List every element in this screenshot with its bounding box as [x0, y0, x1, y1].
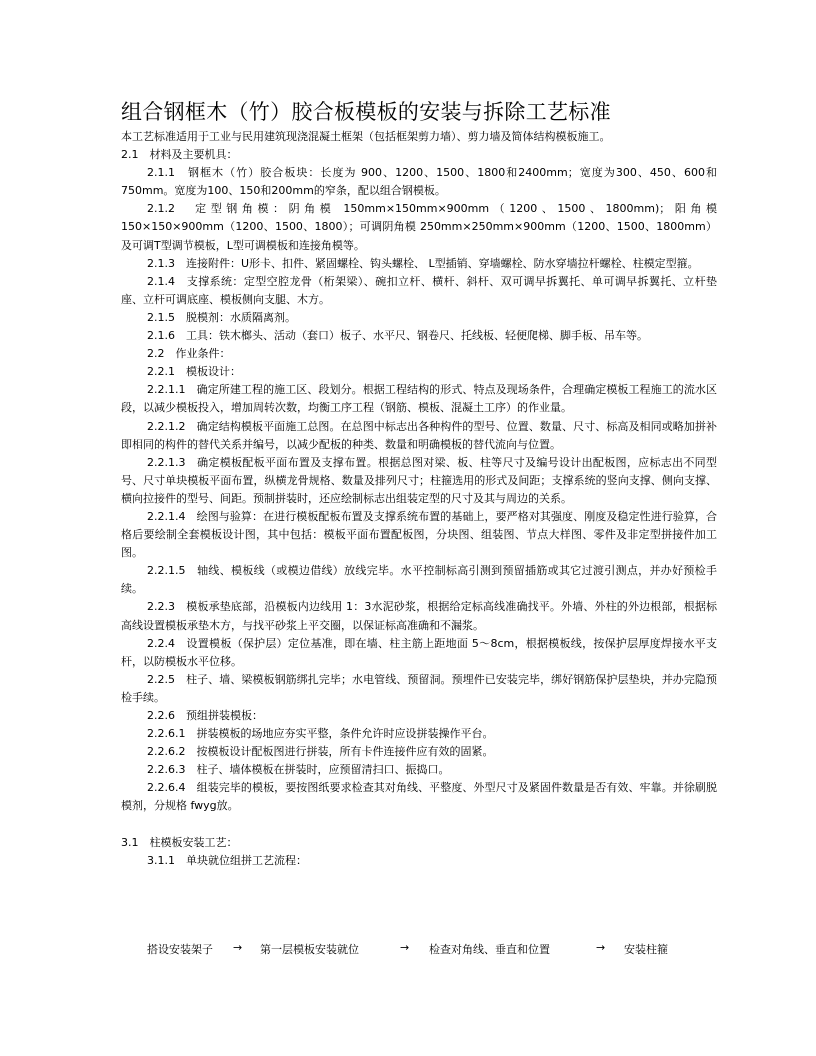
paragraph: 2.2.5 柱子、墙、梁模板钢筋绑扎完毕；水电管线、预留洞。预埋件已安装完毕，绑好钢筋保护层垫块，并办完隐预检手续。: [121, 672, 717, 704]
document-title: 组合钢框木（竹）胶合板模板的安装与拆除工艺标准: [121, 100, 611, 124]
flow-arrow-3: →: [596, 941, 606, 954]
paragraph: 本工艺标准适用于工业与民用建筑现浇混凝土框架（包括框架剪力墙）、剪力墙及简体结构模板施工。: [121, 130, 611, 143]
paragraph: 2.2.1.1 确定所建工程的施工区、段划分。根据工程结构的形式、特点及现场条件，合理确定模板工程施工的流水区段，以减少模板投入，增加周转次数，均衡工序工程（钢筋、模板、混凝土工序）的作业量。: [121, 383, 717, 415]
paragraph: 2.1.6 工具：铁木榔头、活动（套口）板子、水平尺、钢卷尺、托线板、轻便爬梯、脚手板、吊车等。: [147, 329, 648, 343]
paragraph: 2.2.6.3 柱子、墙体模板在拼装时，应预留清扫口、振捣口。: [147, 763, 450, 777]
paragraph: 2.2.6.1 拼装模板的场地应夯实平整，条件允许时应设拼装操作平台。: [147, 727, 494, 741]
paragraph: 2.2.4 设置模板（保护层）定位基准，即在墙、柱主筋上距地面 5～8cm，根据模板线，按保护层厚度焊接水平支杆，以防模板水平位移。: [121, 636, 717, 668]
flow-step-1: 搭设安装架子: [147, 943, 213, 956]
paragraph: 2.2.3 模板承垫底部，沿模板内边线用 1：3水泥砂浆，根据给定标高线准确找平。外墙、外柱的外边根部，根据标高线设置模板承垫木方，与找平砂浆上平交圈，以保证标高准确和不漏浆。: [121, 600, 717, 632]
paragraph: 2.1 材料及主要机具：: [121, 148, 238, 162]
flow-arrow-2: →: [400, 941, 410, 954]
paragraph: 3.1 柱模板安装工艺：: [121, 835, 238, 849]
paragraph: 2.2.6.4 组装完毕的模板，要按图纸要求检查其对角线、平整度、外型尺寸及紧固件数量是否有效、牢靠。并徐刷脱模剂，分规格 fwyg放。: [121, 781, 717, 813]
paragraph: 2.2.1.4 绘图与验算：在进行模板配板布置及支撑系统布置的基础上，要严格对其强度、刚度及稳定性进行验算，合格后要绘制全套模板设计图，其中包括：模板平面布置配板图，分块图、组装图、节点大样图、零件及非定型拼接件加工图。: [121, 509, 717, 560]
paragraph: 2.1.4 支撑系统：定型空腔龙骨（桁架梁）、碗扣立杆、横杆、斜杆、双可调早拆翼托、单可调早拆翼托、立杆垫座、立杆可调底座、模板侧向支腿、木方。: [121, 274, 717, 306]
paragraph: 2.1.2 定型钢角模：阴角模 150mm×150mm×900mm（1200、1500、1800mm)；阳角模150×150×900mm（1200、1500、1800）；可调阴角模 250mm×250mm×900mm（1200、1500、1800mm）及可调T型调节模板，L型可调模板和连接角模等。: [121, 202, 717, 252]
paragraph: 2.2.1.5 轴线、模板线（或模边借线）放线完毕。水平控制标高引测到预留插筋或其它过渡引测点，并办好预检手续。: [121, 564, 717, 596]
paragraph: 2.1.1 钢框木（竹）胶合板块：长度为 900、1200、1500、1800和2400mm；宽度为300、450、600和750mm。宽度为100、150和200mm的窄条，配以组合钢模板。: [121, 166, 717, 198]
document-body: [121, 128, 717, 870]
paragraph: 2.2.6.2 按模板设计配板图进行拼装，所有卡件连接件应有效的固紧。: [147, 745, 494, 759]
paragraph: 2.2.6 预组拼装模板：: [147, 709, 263, 722]
paragraph: 2.2.1.2 确定结构模板平面施工总图。在总图中标志出各种构件的型号、位置、数量、尺寸、标高及相同或略加拼补即相同的构件的替代关系并编号，以减少配板的种类、数量和明确模板的替代流向与位置。: [121, 419, 717, 451]
paragraph: 2.2 作业条件：: [147, 347, 231, 361]
paragraph: 2.2.1.3 确定模板配板平面布置及支撑布置。根据总图对梁、板、柱等尺寸及编号设计出配板图，应标志出不同型号、尺寸单块模板平面布置，纵横龙骨规格、数量及排列尺寸；柱箍选用的形式及间距；支撑系统的竖向支撑、侧向支撑、横向拉接件的型号、间距。预制拼装时，还应绘制标志出组装定型的尺寸及其与周边的关系。: [121, 455, 717, 505]
paragraph: 2.2.1 模板设计：: [147, 365, 241, 379]
paragraph: 2.1.3 连接附件：U形卡、扣件、紧固螺栓、钩头螺栓、 L型插销、穿墙螺栓、防水穿墙拉杆螺栓、柱模定型箍。: [147, 256, 699, 270]
paragraph: 3.1.1 单块就位组拼工艺流程：: [147, 853, 307, 867]
paragraph: 2.1.5 脱模剂：水质隔离剂。: [147, 310, 296, 324]
flow-step-3: 检查对角线、垂直和位置: [429, 943, 550, 956]
flow-arrow-1: →: [233, 941, 243, 954]
flow-step-2: 第一层模板安装就位: [260, 943, 359, 956]
paragraph-spacer: [121, 816, 717, 834]
flow-step-4: 安装柱箍: [624, 943, 668, 956]
